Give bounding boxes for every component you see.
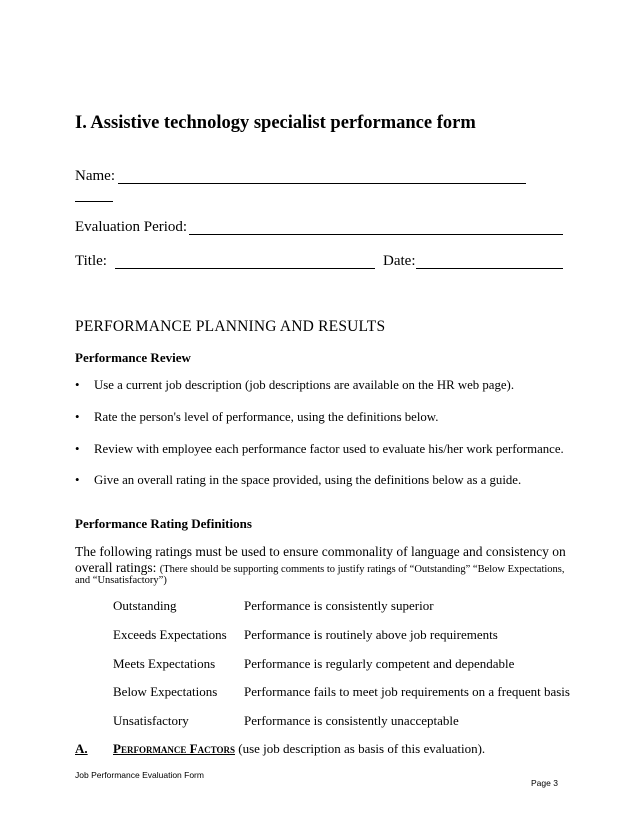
rating-desc-outstanding: Performance is consistently superior xyxy=(244,598,434,613)
page-number: Page 3 xyxy=(531,778,558,788)
performance-review-heading: Performance Review xyxy=(75,350,191,365)
performance-factors-heading xyxy=(75,741,485,757)
section-heading: PERFORMANCE PLANNING AND RESULTS xyxy=(75,318,386,335)
date-label: Date: xyxy=(383,253,416,269)
evaluation-period-label: Evaluation Period: xyxy=(75,219,188,235)
rating-name-unsatisfactory: Unsatisfactory xyxy=(113,713,189,728)
performance-factors-label: Performance Factors xyxy=(113,741,235,756)
rating-intro-main: overall ratings: xyxy=(75,560,157,575)
rating-name-below: Below Expectations xyxy=(113,684,218,699)
rating-name-exceeds: Exceeds Expectations xyxy=(113,627,227,642)
rating-intro-line-1: The following ratings must be used to ensure commonality of language and consistency on xyxy=(75,544,566,559)
name-field[interactable] xyxy=(118,183,526,184)
rating-intro-line-3: and “Unsatisfactory”) xyxy=(75,575,167,586)
date-field[interactable] xyxy=(416,268,563,269)
section-letter: A. xyxy=(75,741,88,756)
rating-intro-note: (There should be supporting comments to justify ratings of “Outstanding” “Below Expectations, xyxy=(159,564,565,575)
rating-name-outstanding: Outstanding xyxy=(113,598,177,613)
bullet-icon: • xyxy=(75,473,80,487)
evaluation-period-field[interactable] xyxy=(189,234,563,235)
rating-name-meets: Meets Expectations xyxy=(113,656,216,671)
rating-desc-exceeds: Performance is routinely above job requirements xyxy=(244,627,498,642)
rating-desc-below: Performance fails to meet job requirements on a frequent basis xyxy=(244,684,570,699)
rating-intro-line-2 xyxy=(75,560,565,576)
bullet-icon: • xyxy=(75,442,80,456)
name-label: Name: xyxy=(75,168,115,184)
form-title: I. Assistive technology specialist performance form xyxy=(75,113,476,133)
bullet-icon: • xyxy=(75,378,80,392)
rating-desc-meets: Performance is regularly competent and dependable xyxy=(244,656,515,671)
name-field-continuation[interactable] xyxy=(75,201,113,202)
rating-definitions-heading: Performance Rating Definitions xyxy=(75,516,252,531)
document-page: I. Assistive technology specialist performance form Name: Evaluation Period: Title: Date: PERFORMANCE PLANNING AND RESULTS Performance Review • Use a current job description (job descriptions are available on the HR web page). • Rate the person's level of performance, using the definitions below. • Review with employee each performance factor used to evaluate his/her work performance. • Give an overall rating in the space provided, using the definitions below as a guide. Performance Rating Definitions The following ratings must be used to ensure commonality of language and consistency on overall ratings: (There should be supporting comments to justify ratings of “Outstanding” “Below Expectations, and “Unsatisfactory”) Outstanding Performance is consistently superior Exceeds Expectations Performance is routinely above job requirements Meets Expectations Performance is regularly competent and dependable Below Expectations Performance fails to meet job requirements on a frequent basis Unsatisfactory Performance is consistently unacceptable A. Performance Factors (use job description as basis of this evaluation). Job Performance Evaluation Form Page 3 xyxy=(75,113,570,788)
bullet-icon: • xyxy=(75,410,80,424)
footer-form-name: Job Performance Evaluation Form xyxy=(75,770,204,780)
rating-desc-unsatisfactory: Performance is consistently unacceptable xyxy=(244,713,459,728)
title-label: Title: xyxy=(75,253,107,269)
performance-factors-note: (use job description as basis of this evaluation). xyxy=(238,741,486,756)
title-field[interactable] xyxy=(115,268,375,269)
